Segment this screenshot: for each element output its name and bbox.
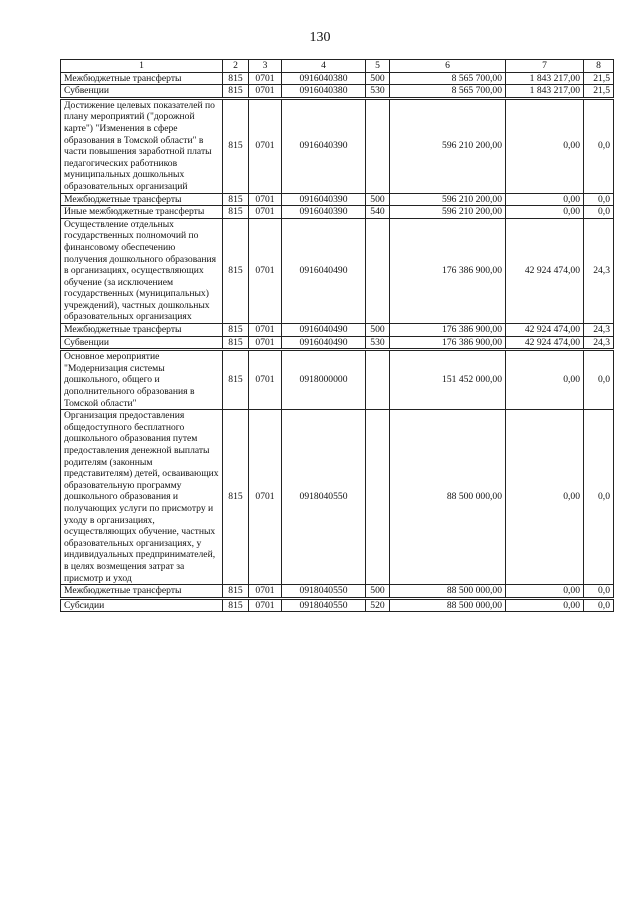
cell-percent: 0,0 — [584, 585, 614, 599]
cell-ministry: 815 — [223, 336, 249, 350]
cell-percent: 24,3 — [584, 336, 614, 350]
table-row — [61, 206, 614, 219]
cell-section: 0701 — [249, 218, 282, 323]
cell-section: 0701 — [249, 585, 282, 599]
cell-ministry: 815 — [223, 193, 249, 206]
cell-expense-type — [366, 218, 390, 323]
cell-expense-type: 540 — [366, 206, 390, 219]
cell-plan: 596 210 200,00 — [390, 193, 506, 206]
cell-plan: 596 210 200,00 — [390, 98, 506, 193]
cell-actual: 1 843 217,00 — [506, 72, 584, 85]
table-row — [61, 218, 614, 323]
row-name: Субвенции — [61, 85, 223, 99]
table-row — [61, 324, 614, 337]
cell-expense-type: 500 — [366, 585, 390, 599]
column-header: 4 — [282, 60, 366, 73]
cell-percent: 0,0 — [584, 206, 614, 219]
cell-actual: 0,00 — [506, 193, 584, 206]
cell-expense-type — [366, 350, 390, 410]
cell-section: 0701 — [249, 85, 282, 99]
cell-target-article: 0916040390 — [282, 206, 366, 219]
row-name: Достижение целевых показателей по плану мероприятий ("дорожной карте") "Изменения в сфере образования в Томской области" в части повышения заработной платы педагогических работников муниципальных дошкольных образовательных организаций — [61, 98, 223, 193]
cell-plan: 176 386 900,00 — [390, 218, 506, 323]
cell-ministry: 815 — [223, 218, 249, 323]
cell-target-article: 0918040550 — [282, 598, 366, 612]
cell-plan: 88 500 000,00 — [390, 598, 506, 612]
cell-target-article: 0918000000 — [282, 350, 366, 410]
budget-table — [60, 59, 614, 612]
cell-percent: 21,5 — [584, 72, 614, 85]
cell-section: 0701 — [249, 336, 282, 350]
cell-expense-type: 530 — [366, 336, 390, 350]
cell-actual: 0,00 — [506, 410, 584, 585]
row-name: Организация предоставления общедоступного бесплатного дошкольного образования путем предоставления денежной выплаты родителям (законным представителям) детей, осваивающих образовательную программу дошкольного образования и получающих услуги по присмотру и уходу в организациях, осуществляющих обучение, частных образовательных организациях, у индивидуальных предпринимателей, в целях возмещения затрат за присмотр и уход — [61, 410, 223, 585]
table-row — [61, 585, 614, 599]
row-name: Межбюджетные трансферты — [61, 585, 223, 599]
cell-expense-type: 520 — [366, 598, 390, 612]
table-row — [61, 72, 614, 85]
cell-actual: 0,00 — [506, 350, 584, 410]
row-name: Осуществление отдельных государственных полномочий по финансовому обеспечению получения дошкольного образования в организациях, осуществляющих обучение (за исключением государственных (муниципальных) учреждений), частных дошкольных образовательных организациях — [61, 218, 223, 323]
cell-section: 0701 — [249, 193, 282, 206]
cell-plan: 596 210 200,00 — [390, 206, 506, 219]
cell-plan: 88 500 000,00 — [390, 410, 506, 585]
cell-target-article: 0918040550 — [282, 410, 366, 585]
column-number-row — [61, 60, 614, 73]
column-header: 2 — [223, 60, 249, 73]
row-name: Межбюджетные трансферты — [61, 324, 223, 337]
cell-percent: 0,0 — [584, 98, 614, 193]
cell-plan: 8 565 700,00 — [390, 72, 506, 85]
cell-plan: 176 386 900,00 — [390, 324, 506, 337]
cell-expense-type — [366, 98, 390, 193]
cell-expense-type: 530 — [366, 85, 390, 99]
cell-section: 0701 — [249, 324, 282, 337]
cell-plan: 8 565 700,00 — [390, 85, 506, 99]
cell-section: 0701 — [249, 98, 282, 193]
cell-ministry: 815 — [223, 324, 249, 337]
cell-ministry: 815 — [223, 98, 249, 193]
cell-percent: 21,5 — [584, 85, 614, 99]
cell-expense-type: 500 — [366, 193, 390, 206]
cell-ministry: 815 — [223, 350, 249, 410]
cell-percent: 24,3 — [584, 218, 614, 323]
column-header: 8 — [584, 60, 614, 73]
cell-actual: 0,00 — [506, 98, 584, 193]
row-name: Межбюджетные трансферты — [61, 193, 223, 206]
cell-target-article: 0916040490 — [282, 324, 366, 337]
cell-section: 0701 — [249, 350, 282, 410]
cell-plan: 88 500 000,00 — [390, 585, 506, 599]
cell-expense-type — [366, 410, 390, 585]
cell-section: 0701 — [249, 410, 282, 585]
cell-ministry: 815 — [223, 206, 249, 219]
cell-section: 0701 — [249, 598, 282, 612]
cell-percent: 0,0 — [584, 350, 614, 410]
cell-percent: 0,0 — [584, 598, 614, 612]
column-header: 3 — [249, 60, 282, 73]
cell-actual: 0,00 — [506, 585, 584, 599]
table-row — [61, 410, 614, 585]
cell-percent: 0,0 — [584, 193, 614, 206]
cell-plan: 151 452 000,00 — [390, 350, 506, 410]
cell-target-article: 0916040380 — [282, 85, 366, 99]
row-name: Субвенции — [61, 336, 223, 350]
table-row — [61, 85, 614, 99]
table-row — [61, 350, 614, 410]
column-header: 1 — [61, 60, 223, 73]
cell-actual: 0,00 — [506, 206, 584, 219]
column-header: 6 — [390, 60, 506, 73]
table-row — [61, 98, 614, 193]
cell-actual: 1 843 217,00 — [506, 85, 584, 99]
cell-actual: 42 924 474,00 — [506, 336, 584, 350]
page-number: 130 — [309, 30, 331, 45]
cell-section: 0701 — [249, 72, 282, 85]
row-name: Иные межбюджетные трансферты — [61, 206, 223, 219]
cell-expense-type: 500 — [366, 324, 390, 337]
cell-target-article: 0916040390 — [282, 98, 366, 193]
table-row — [61, 598, 614, 612]
column-header: 7 — [506, 60, 584, 73]
cell-actual: 0,00 — [506, 598, 584, 612]
cell-expense-type: 500 — [366, 72, 390, 85]
row-name: Межбюджетные трансферты — [61, 72, 223, 85]
cell-target-article: 0916040490 — [282, 218, 366, 323]
table-row — [61, 336, 614, 350]
cell-ministry: 815 — [223, 585, 249, 599]
cell-target-article: 0916040390 — [282, 193, 366, 206]
cell-target-article: 0916040490 — [282, 336, 366, 350]
table-row — [61, 193, 614, 206]
cell-ministry: 815 — [223, 85, 249, 99]
cell-target-article: 0918040550 — [282, 585, 366, 599]
cell-percent: 0,0 — [584, 410, 614, 585]
cell-target-article: 0916040380 — [282, 72, 366, 85]
cell-ministry: 815 — [223, 72, 249, 85]
cell-ministry: 815 — [223, 598, 249, 612]
cell-percent: 24,3 — [584, 324, 614, 337]
cell-actual: 42 924 474,00 — [506, 218, 584, 323]
column-header: 5 — [366, 60, 390, 73]
cell-plan: 176 386 900,00 — [390, 336, 506, 350]
row-name: Субсидии — [61, 598, 223, 612]
cell-ministry: 815 — [223, 410, 249, 585]
cell-section: 0701 — [249, 206, 282, 219]
row-name: Основное мероприятие "Модернизация системы дошкольного, общего и дополнительного образования в Томской области" — [61, 350, 223, 410]
cell-actual: 42 924 474,00 — [506, 324, 584, 337]
